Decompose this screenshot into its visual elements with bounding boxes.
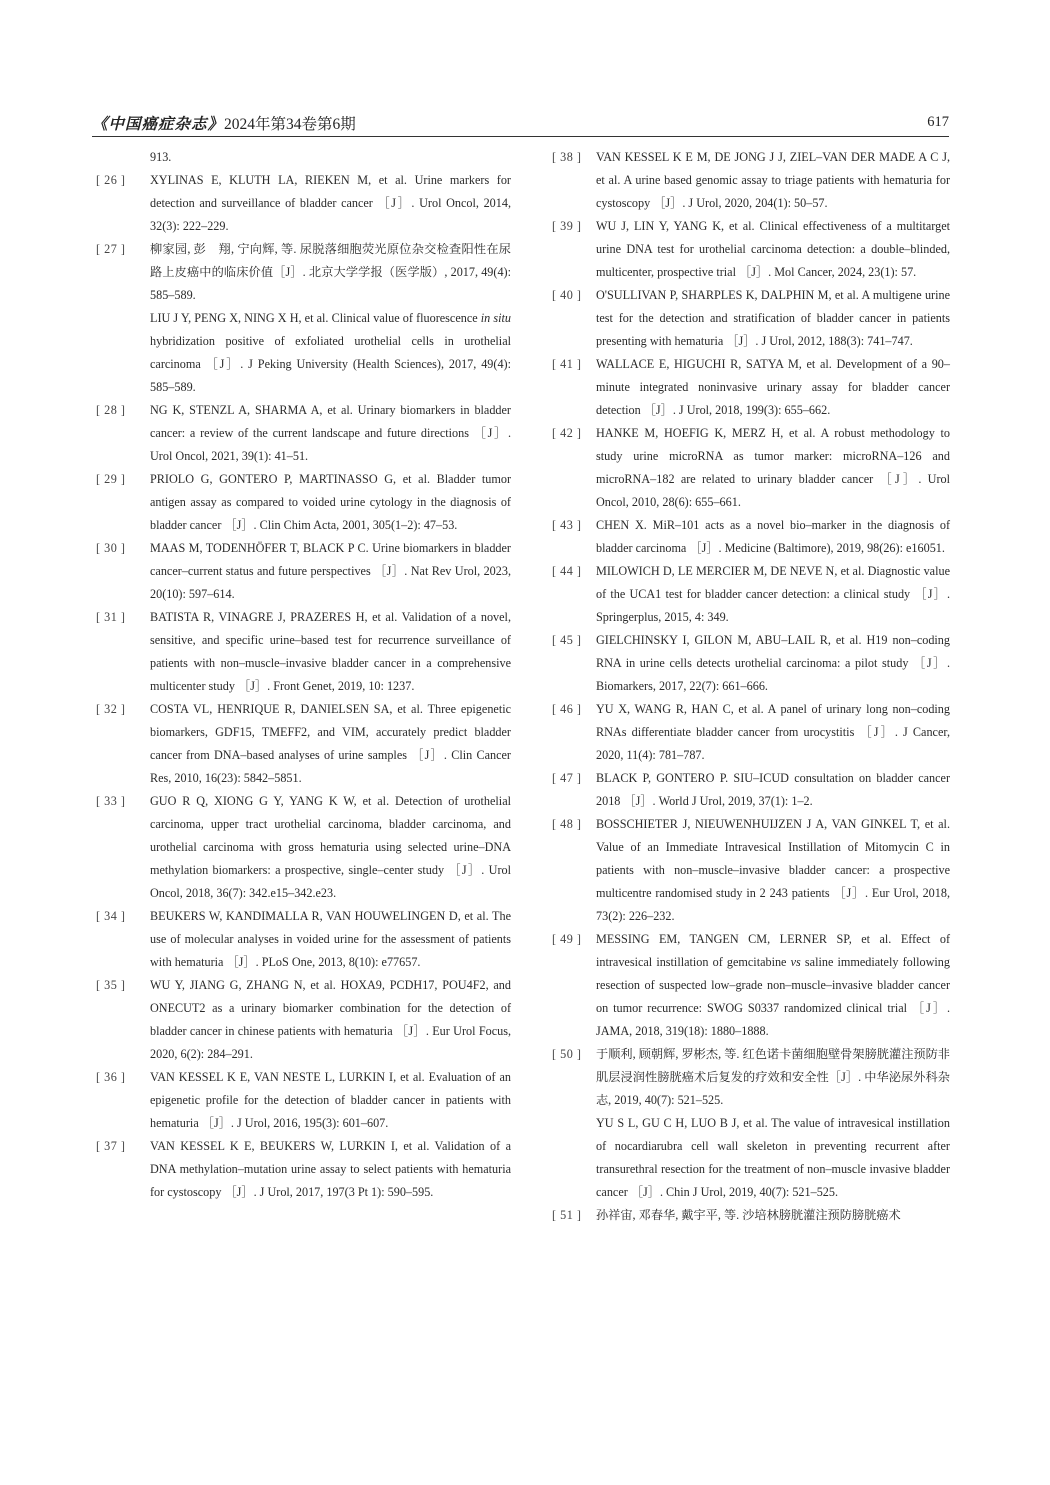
reference-39 xyxy=(552,215,950,284)
reference-number: [ 48 ] xyxy=(552,817,582,831)
reference-text: VAN KESSEL K E M, DE JONG J J, ZIEL–VAN DER MADE A C J, et al. A urine based genomic assay to triage patients with hematuria for cystoscopy ［J］. J Urol, 2020, 204(1): 50–57. xyxy=(596,150,950,210)
reference-text: MILOWICH D, LE MERCIER M, DE NEVE N, et al. Diagnostic value of the UCA1 test for bladder cancer detection: a clinical study ［J］. Springerplus, 2015, 4: 349. xyxy=(596,564,950,624)
reference-number: [ 29 ] xyxy=(96,472,126,486)
reference-text: BOSSCHIETER J, NIEUWENHUIJZEN J A, VAN GINKEL T, et al. Value of an Immediate Intravesical Instillation of Mitomycin C in patients with non–muscle–invasive bladder cancer: a prospective multicentre randomised study in 2 243 patients ［J］. Eur Urol, 2018, 73(2): 226–232. xyxy=(596,817,950,923)
page-number: 617 xyxy=(927,114,949,130)
reference-text: VAN KESSEL K E, VAN NESTE L, LURKIN I, et al. Evaluation of an epigenetic profile for the detection of bladder cancer in patients with hematuria ［J］. J Urol, 2016, 195(3): 601–607. xyxy=(150,1070,511,1130)
reference-number: [ 38 ] xyxy=(552,150,582,164)
reference-49 xyxy=(552,928,950,1043)
reference-35 xyxy=(96,974,511,1066)
reference-32 xyxy=(96,698,511,790)
reference-text: HANKE M, HOEFIG K, MERZ H, et al. A robust methodology to study urine microRNA as tumor marker: microRNA–126 and microRNA–182 are related to urinary bladder cancer ［J］. Urol Oncol, 2010, 28(6): 655–661. xyxy=(596,426,950,509)
reference-40 xyxy=(552,284,950,353)
reference-51 xyxy=(552,1204,950,1227)
reference-text: GIELCHINSKY I, GILON M, ABU–LAIL R, et al. H19 non–coding RNA in urine cells detects urothelial carcinoma: a pilot study ［J］. Biomarkers, 2017, 22(7): 661–666. xyxy=(596,633,950,693)
reference-text: BLACK P, GONTERO P. SIU–ICUD consultation on bladder cancer 2018 ［J］. World J Urol, 2019, 37(1): 1–2. xyxy=(596,771,950,808)
reference-number: [ 40 ] xyxy=(552,288,582,302)
reference-number: [ 50 ] xyxy=(552,1047,582,1061)
reference-number: [ 27 ] xyxy=(96,242,126,256)
reference-30 xyxy=(96,537,511,606)
reference-number: [ 44 ] xyxy=(552,564,582,578)
reference-text: XYLINAS E, KLUTH LA, RIEKEN M, et al. Urine markers for detection and surveillance of bladder cancer ［J］. Urol Oncol, 2014, 32(3): 222–229. xyxy=(150,173,511,233)
reference-number: [ 28 ] xyxy=(96,403,126,417)
reference-number: [ 43 ] xyxy=(552,518,582,532)
reference-text: VAN KESSEL K E, BEUKERS W, LURKIN I, et al. Validation of a DNA methylation–mutation urine assay to select patients with hematuria for cystoscopy ［J］. J Urol, 2017, 197(3 Pt 1): 590–595. xyxy=(150,1139,511,1199)
reference-text xyxy=(596,928,950,1043)
translation-text-post: hybridization positive of exfoliated urothelial cells in urothelial carcinoma ［J］. J Peking University (Health Sciences), 2017, 49(4): 585–589. xyxy=(150,334,511,394)
reference-48 xyxy=(552,813,950,928)
journal-title xyxy=(92,112,356,134)
reference-36 xyxy=(96,1066,511,1135)
reference-27 xyxy=(96,238,511,399)
translation-italic-term: in situ xyxy=(480,311,511,325)
reference-28 xyxy=(96,399,511,468)
reference-text: WU Y, JIANG G, ZHANG N, et al. HOXA9, PCDH17, POU4F2, and ONECUT2 as a urinary biomarker combination for the detection of bladder cancer in chinese patients with hematuria ［J］. Eur Urol Focus, 2020, 6(2): 284–291. xyxy=(150,978,511,1061)
reference-text: NG K, STENZL A, SHARMA A, et al. Urinary biomarkers in bladder cancer: a review of the current landscape and future directions ［J］. Urol Oncol, 2021, 39(1): 41–51. xyxy=(150,403,511,463)
reference-number: [ 39 ] xyxy=(552,219,582,233)
reference-text: BEUKERS W, KANDIMALLA R, VAN HOUWELINGEN D, et al. The use of molecular analyses in voided urine for the assessment of patients with hematuria ［J］. PLoS One, 2013, 8(10): e77657. xyxy=(150,909,511,969)
reference-43 xyxy=(552,514,950,560)
reference-text: WU J, LIN Y, YANG K, et al. Clinical effectiveness of a multitarget urine DNA test for urothelial carcinoma detection: a double–blinded, multicenter, prospective trial ［J］. Mol Cancer, 2024, 23(1): 57. xyxy=(596,219,950,279)
reference-english-translation: YU S L, GU C H, LUO B J, et al. The value of intravesical instillation of nocardiarubra cell wall skeleton in preventing recurrent after transurethral resection for the treatment of non–muscle invasive bladder cancer ［J］. Chin J Urol, 2019, 40(7): 521–525. xyxy=(596,1116,950,1199)
reference-text: MAAS M, TODENHÖFER T, BLACK P C. Urine biomarkers in bladder cancer–current status and future perspectives ［J］. Nat Rev Urol, 2023, 20(10): 597–614. xyxy=(150,541,511,601)
reference-number: [ 30 ] xyxy=(96,541,126,555)
reference-text: BATISTA R, VINAGRE J, PRAZERES H, et al. Validation of a novel, sensitive, and specific urine–based test for recurrence surveillance of patients with non–muscle–invasive bladder cancer in a comprehensive multicenter study ［J］. Front Genet, 2019, 10: 1237. xyxy=(150,610,511,693)
reference-text: 孙祥宙, 邓春华, 戴宇平, 等. 沙培林膀胱灌注预防膀胱癌术 xyxy=(596,1208,901,1222)
reference-31 xyxy=(96,606,511,698)
reference-text: COSTA VL, HENRIQUE R, DANIELSEN SA, et al. Three epigenetic biomarkers, GDF15, TMEFF2, and VIM, accurately predict bladder cancer from DNA–based analyses of urine samples ［J］. Clin Cancer Res, 2010, 16(23): 5842–5851. xyxy=(150,702,511,785)
reference-text: WALLACE E, HIGUCHI R, SATYA M, et al. Development of a 90–minute integrated noninvasive urinary assay for bladder cancer detection ［J］. J Urol, 2018, 199(3): 655–662. xyxy=(596,357,950,417)
reference-29 xyxy=(96,468,511,537)
reference-number: [ 42 ] xyxy=(552,426,582,440)
journal-name: 《中国癌症杂志》 xyxy=(92,116,225,133)
reference-34 xyxy=(96,905,511,974)
reference-number: [ 41 ] xyxy=(552,357,582,371)
reference-44 xyxy=(552,560,950,629)
reference-26 xyxy=(96,169,511,238)
reference-number: [ 35 ] xyxy=(96,978,126,992)
reference-number: [ 34 ] xyxy=(96,909,126,923)
reference-38 xyxy=(552,146,950,215)
reference-number: [ 46 ] xyxy=(552,702,582,716)
right-column xyxy=(552,146,950,1227)
reference-41 xyxy=(552,353,950,422)
reference-number: [ 51 ] xyxy=(552,1208,582,1222)
reference-42 xyxy=(552,422,950,514)
reference-text: YU X, WANG R, HAN C, et al. A panel of urinary long non–coding RNAs differentiate bladder cancer from urocystitis ［J］. J Cancer, 2020, 11(4): 781–787. xyxy=(596,702,950,762)
reference-number: [ 45 ] xyxy=(552,633,582,647)
reference-number: [ 32 ] xyxy=(96,702,126,716)
reference-text: 913. xyxy=(150,150,172,164)
reference-number: [ 26 ] xyxy=(96,173,126,187)
reference-text-post: saline immediately following resection of suspected low–grade non–muscle–invasive bladder cancer on tumor recurrence: SWOG S0337 randomized clinical trial ［J］. JAMA, 2018, 319(18): 1880–1888. xyxy=(596,955,950,1038)
reference-text: 柳家园, 彭 翔, 宁向辉, 等. 尿脱落细胞荧光原位杂交检查阳性在尿路上皮癌中的临床价值［J］. 北京大学学报（医学版）, 2017, 49(4): 585–589. xyxy=(150,242,511,302)
reference-text: 于顺利, 顾朝辉, 罗彬杰, 等. 红色诺卡菌细胞壁骨架膀胱灌注预防非肌层浸润性膀胱癌术后复发的疗效和安全性［J］. 中华泌尿外科杂志, 2019, 40(7): 521–525. xyxy=(596,1047,950,1107)
reference-50 xyxy=(552,1043,950,1204)
reference-number: [ 33 ] xyxy=(96,794,126,808)
reference-number: [ 36 ] xyxy=(96,1070,126,1084)
translation-text-pre: LIU J Y, PENG X, NING X H, et al. Clinical value of fluorescence xyxy=(150,311,481,325)
reference-46 xyxy=(552,698,950,767)
reference-45 xyxy=(552,629,950,698)
reference-number: [ 31 ] xyxy=(96,610,126,624)
reference-number: [ 37 ] xyxy=(96,1139,126,1153)
reference-37 xyxy=(96,1135,511,1204)
reference-text: O'SULLIVAN P, SHARPLES K, DALPHIN M, et al. A multigene urine test for the detection and stratification of bladder cancer in patients presenting with hematuria ［J］. J Urol, 2012, 188(3): 741–747. xyxy=(596,288,950,348)
reference-text: CHEN X. MiR–101 acts as a novel bio–marker in the diagnosis of bladder carcinoma ［J］. Medicine (Baltimore), 2019, 98(26): e16051. xyxy=(596,518,950,555)
journal-issue: 2024年第34卷第6期 xyxy=(224,116,356,133)
reference-number: [ 49 ] xyxy=(552,932,582,946)
reference-text-pre: MESSING EM, TANGEN CM, LERNER SP, et al. Effect of intravesical instillation of gemcitabine xyxy=(596,932,950,969)
running-header xyxy=(92,112,949,137)
reference-italic-term: vs xyxy=(790,955,801,969)
reference-number: [ 47 ] xyxy=(552,771,582,785)
reference-text: PRIOLO G, GONTERO P, MARTINASSO G, et al. Bladder tumor antigen assay as compared to voided urine cytology in the diagnosis of bladder cancer ［J］. Clin Chim Acta, 2001, 305(1–2): 47–53. xyxy=(150,472,511,532)
reference-33 xyxy=(96,790,511,905)
reference-47 xyxy=(552,767,950,813)
reference-english-translation xyxy=(150,307,511,399)
reference-text: GUO R Q, XIONG G Y, YANG K W, et al. Detection of urothelial carcinoma, upper tract urothelial carcinoma, bladder carcinoma, and urothelial carcinoma with gross hematuria using selected urine–DNA methylation biomarkers: a prospective, single–center study ［J］. Urol Oncol, 2018, 36(7): 342.e15–342.e23. xyxy=(150,794,511,900)
reference-continuation xyxy=(96,146,511,169)
left-column xyxy=(96,146,511,1204)
